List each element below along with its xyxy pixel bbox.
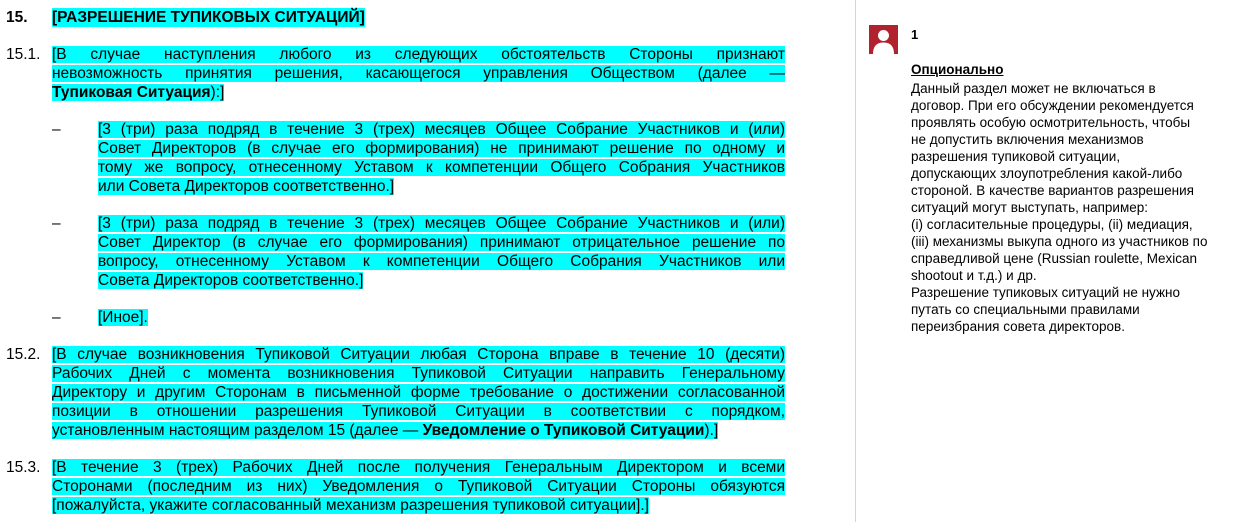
bullet-line[interactable]: [3 (три) раза подряд в течение 3 (трех) месяцев Общее Собрание Участников и (или) xyxy=(98,215,785,232)
user-avatar-icon xyxy=(869,25,898,54)
bullet-line[interactable]: Совет Директоров (в случае его формирования) не принимают решение по одному и xyxy=(98,140,785,157)
clause-number: 15.3. xyxy=(6,459,41,476)
bullet-dash: – xyxy=(52,309,61,326)
clause-15-2-line[interactable]: [В случае возникновения Тупиковой Ситуации любая Сторона вправе в течение 10 (десяти) xyxy=(52,346,785,363)
clause-15-3-line[interactable]: [В течение 3 (трех) Рабочих Дней после получения Генеральным Директором и всеми xyxy=(52,459,785,476)
bullet-line[interactable]: или Совета Директоров соответственно.] xyxy=(98,178,395,195)
clause-15-3-line[interactable]: [пожалуйста, укажите согласованный механизм разрешения тупиковой ситуации].] xyxy=(52,497,649,514)
section-number: 15. xyxy=(6,9,28,26)
comment-body[interactable]: Данный раздел может не включаться в договор. При его обсуждении рекомендуется проявлять особую осмотрительность, чтобы не допустить включения механизмов разрешения тупиковой ситуации, допускающих злоупотребления какой-либо стороной. В качестве вариантов разрешения ситуаций могут выступать, например: (i) согласительные процедуры, (ii) медиация, (iii) механизмы выкупа одного из участников по справедливой цене (Russian roulette, Mexican shootout и т.д.) и др. Разрешение тупиковых ситуаций не нужно путать со специальными правилами переизбрания совета директоров. xyxy=(911,81,1208,334)
bullet-dash: – xyxy=(52,121,61,138)
clause-15-2-line[interactable]: установленным настоящим разделом 15 (далее — Уведомление о Тупиковой Ситуации).] xyxy=(52,422,719,439)
bullet-line[interactable]: Совета Директоров соответственно.] xyxy=(98,272,364,289)
bullet-line[interactable]: вопросу, отнесенному Уставом к компетенции Общего Собрания Участников или xyxy=(98,253,785,270)
bullet-line[interactable]: тому же вопросу, отнесенному Уставом к компетенции Общего Собрания Участников xyxy=(98,159,785,176)
clause-15-3-line[interactable]: Сторонами (последним из них) Уведомления о Тупиковой Ситуации Стороны обязуются xyxy=(52,478,785,495)
comment-number: 1 xyxy=(911,27,919,42)
clause-number: 15.1. xyxy=(6,46,41,63)
bullet-dash: – xyxy=(52,215,61,232)
clause-15-1-line[interactable]: Тупиковая Ситуация):] xyxy=(52,84,225,101)
bullet-line[interactable]: Совет Директор (в случае его формирования) принимают отрицательное решение по xyxy=(98,234,785,251)
bullet-line[interactable]: [3 (три) раза подряд в течение 3 (трех) месяцев Общее Собрание Участников и (или) xyxy=(98,121,785,138)
clause-15-2-line[interactable]: Директору и другим Сторонам в письменной форме требование о достижении согласованной xyxy=(52,384,785,401)
comment-title: Опционально xyxy=(911,62,1004,77)
bullet-line[interactable]: [Иное]. xyxy=(98,309,148,326)
clause-15-1-line[interactable]: [В случае наступления любого из следующих обстоятельств Стороны признают xyxy=(52,46,785,63)
clause-number: 15.2. xyxy=(6,346,41,363)
section-title[interactable]: [РАЗРЕШЕНИЕ ТУПИКОВЫХ СИТУАЦИЙ] xyxy=(52,9,365,26)
clause-15-2-line[interactable]: позиции в отношении разрешения Тупиковой Ситуации в соответствии с порядком, xyxy=(52,403,785,420)
clause-15-1-line[interactable]: невозможность принятия решения, касающегося управления Обществом (далее — xyxy=(52,65,785,82)
clause-15-2-line[interactable]: Рабочих Дней с момента возникновения Тупиковой Ситуации направить Генеральному xyxy=(52,365,785,382)
